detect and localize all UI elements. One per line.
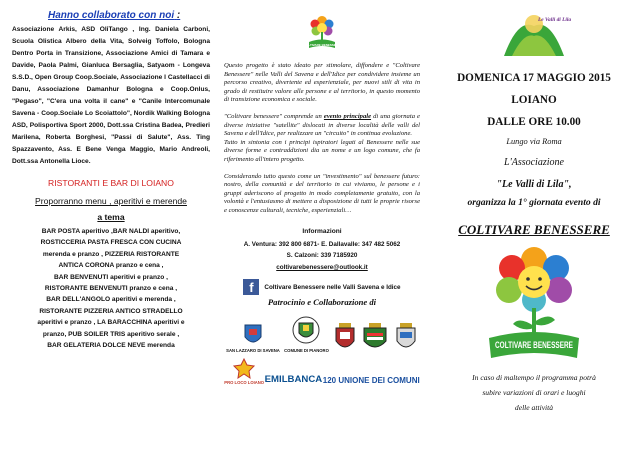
pianoro-logo: COMUNE DI PIANORO <box>284 315 329 353</box>
organizes-line: organizza la 1° giornata evento di <box>467 197 601 208</box>
bar-line: RISTORANTE PIZZERIA ANTICO STRADELLO <box>39 307 183 315</box>
email-link[interactable]: coltivarebenessere@outlook.it <box>276 263 368 271</box>
contact-phones: A. Ventura: 392 800 6871- E. Dallavalle: 347 482 5062 <box>243 240 401 248</box>
investment-paragraph: Considerando tutto questo come un "investimento" sul benessere futuro: nostro, della comunità e del territorio in cui viviamo, le persone e i gruppi aderiscono al progetto in modo completamente gratuito, con la volontà e l'entusiasmo di mettere a disposizione di tutti le proprie risorse e conoscenze culturali, tecniche, esperienziali… <box>224 172 420 214</box>
info-title: Informazioni <box>302 227 342 235</box>
brand-logo-text: Le Valli di Lila <box>538 17 572 23</box>
event-town: LOIANO <box>511 94 557 106</box>
bar-line: ANTICA CORONA pranzo e cena , <box>58 262 164 270</box>
le-valli-di-lila-logo <box>498 6 570 62</box>
facebook-row[interactable] <box>224 279 420 295</box>
contacts-block <box>224 239 420 274</box>
san-lazzaro-logo: SAN LAZZARO DI SAVENA <box>226 323 280 353</box>
loiano-crest-logo <box>394 323 418 353</box>
bar-line: merenda e pranzo , PIZZERIA RISTORANTE <box>42 250 180 258</box>
association-label: L'Associazione <box>504 157 564 168</box>
coltivare-benessere-small-logo <box>301 12 343 56</box>
small-logo-caption: COLTIVARE BENESSERE <box>303 43 341 48</box>
association-name: "Le Valli di Lila", <box>496 179 572 190</box>
event-paragraph: "Coltivare benessere" comprende un evento principale di una giornata e diverse iniziative "satellite" dislocati in diverse località delle valli del Savena e dell'Idice, per realizzare un "circuito" in continua evoluzione. Tutto in sintonia con i principi ispiratori legati al Benessere nelle sue diverse forme e contraddizioni dia un nome e un logo comune, che fa riferimento all'intero progetto. <box>224 112 420 163</box>
collaborators-title: Hanno collaborato con noi : <box>48 10 181 21</box>
weather-notice: In caso di maltempo il programma potrà subire variazioni di orari e luoghi delle attività <box>472 373 596 412</box>
menu-title: Proporranno menu , aperitivi e merende <box>35 196 187 206</box>
bars-list <box>12 226 210 351</box>
event-name: COLTIVARE BENESSERE <box>458 222 610 237</box>
coltivare-benessere-flower-logo <box>479 246 589 368</box>
sponsor-logos-row-2 <box>224 357 420 385</box>
unione-comuni-logo: 120 UNIONE DEI COMUNI <box>322 376 420 386</box>
bar-line: pranzo, PUB SOILER TRIS aperitivo serale , <box>42 330 180 338</box>
left-panel <box>0 0 218 452</box>
event-hour: DALLE ORE 10.00 <box>487 116 581 128</box>
bar-line: RISTORANTE BENVENUTI pranzo e cena , <box>44 285 178 293</box>
monghidoro-crest-logo <box>361 323 389 353</box>
event-venue: Lungo via Roma <box>506 137 562 146</box>
sponsor-logos-row-1 <box>224 315 420 353</box>
contact-phone-2: S. Calzoni: 339 7185920 <box>286 252 358 260</box>
emilbanca-logo: EMILBANCA <box>264 374 323 386</box>
municipal-crest-logo <box>333 323 357 353</box>
middle-panel <box>214 0 426 452</box>
bar-line: BAR DELL'ANGOLO aperitivi e merenda , <box>46 296 176 304</box>
patronage-title: Patrocinio e Collaborazione di <box>267 297 377 308</box>
facebook-page-label[interactable]: Coltivare Benessere nelle Valli Savena e Idice <box>264 283 401 291</box>
bar-line: aperitivi e pranzo , LA BARACCHINA aperitivi e <box>37 319 185 327</box>
collaborators-list: Associazione Arkis, ASD OliTango , Ing. Daniela Carboni, Scuola Olistica Albero della Vita, Solveig Toffolo, Bologna Dentro Porta in Transizione, Associazione Amici di Tamara e Davide, Paola Palmi, Gianluca Bersaglia, Satyaom - Longeva S.S.D., Open Group Coop.Sociale, Associazione I Castellacci di Danu, Associazione Damanhur Bologna e Coop.Onlus, "Pegaso", "C'era una volta il cane" e "Canile Intercomunale Savena - Coop.Sociale Lo Scoiattolo", Nordik Walking Bologna ASD, Polisportiva Sport 2000, Dott.ssa Cristina Badea, Predieri Marilena, Roberta Borghesi, "Passi di Salute", Ass. Ting Spazzavento, Ass. E Bene Venga Maggio, Mario Andreoli, Dott.ssa Antonella Lioce. <box>12 26 210 165</box>
menu-theme-title: a tema <box>97 212 125 222</box>
pro-loco-logo: PRO LOCO LOIANO <box>224 357 264 385</box>
bar-line: BAR POSTA aperitivo ,BAR NALDI aperitivo, <box>41 228 181 235</box>
event-date: DOMENICA 17 MAGGIO 2015 <box>457 72 611 84</box>
restaurants-title: RISTORANTI E BAR DI LOIANO <box>48 178 174 188</box>
facebook-icon[interactable]: f <box>243 279 259 295</box>
bar-line: BAR GELATERIA DOLCE NEVE merenda <box>47 342 175 350</box>
bar-line: ROSTICCERIA PASTA FRESCA CON CUCINA <box>40 239 182 247</box>
right-panel <box>428 0 640 452</box>
bar-line: BAR BENVENUTI aperitivi e pranzo , <box>54 273 168 281</box>
main-event-highlight: evento principale <box>323 112 372 120</box>
flower-banner-text: COLTIVARE BENESSERE <box>495 340 573 351</box>
intro-paragraph: Questo progetto è stato ideato per stimolare, diffondere e "Coltivare Benessere" nelle Valli del Savena e dell'Idice per condividere insieme un percorso creativo, divertente ed esperienziale, per nuovi stili di vita in grado di restituire valore alle persone e al territorio, in questo momento di transizione economica e sociale. <box>224 62 420 104</box>
